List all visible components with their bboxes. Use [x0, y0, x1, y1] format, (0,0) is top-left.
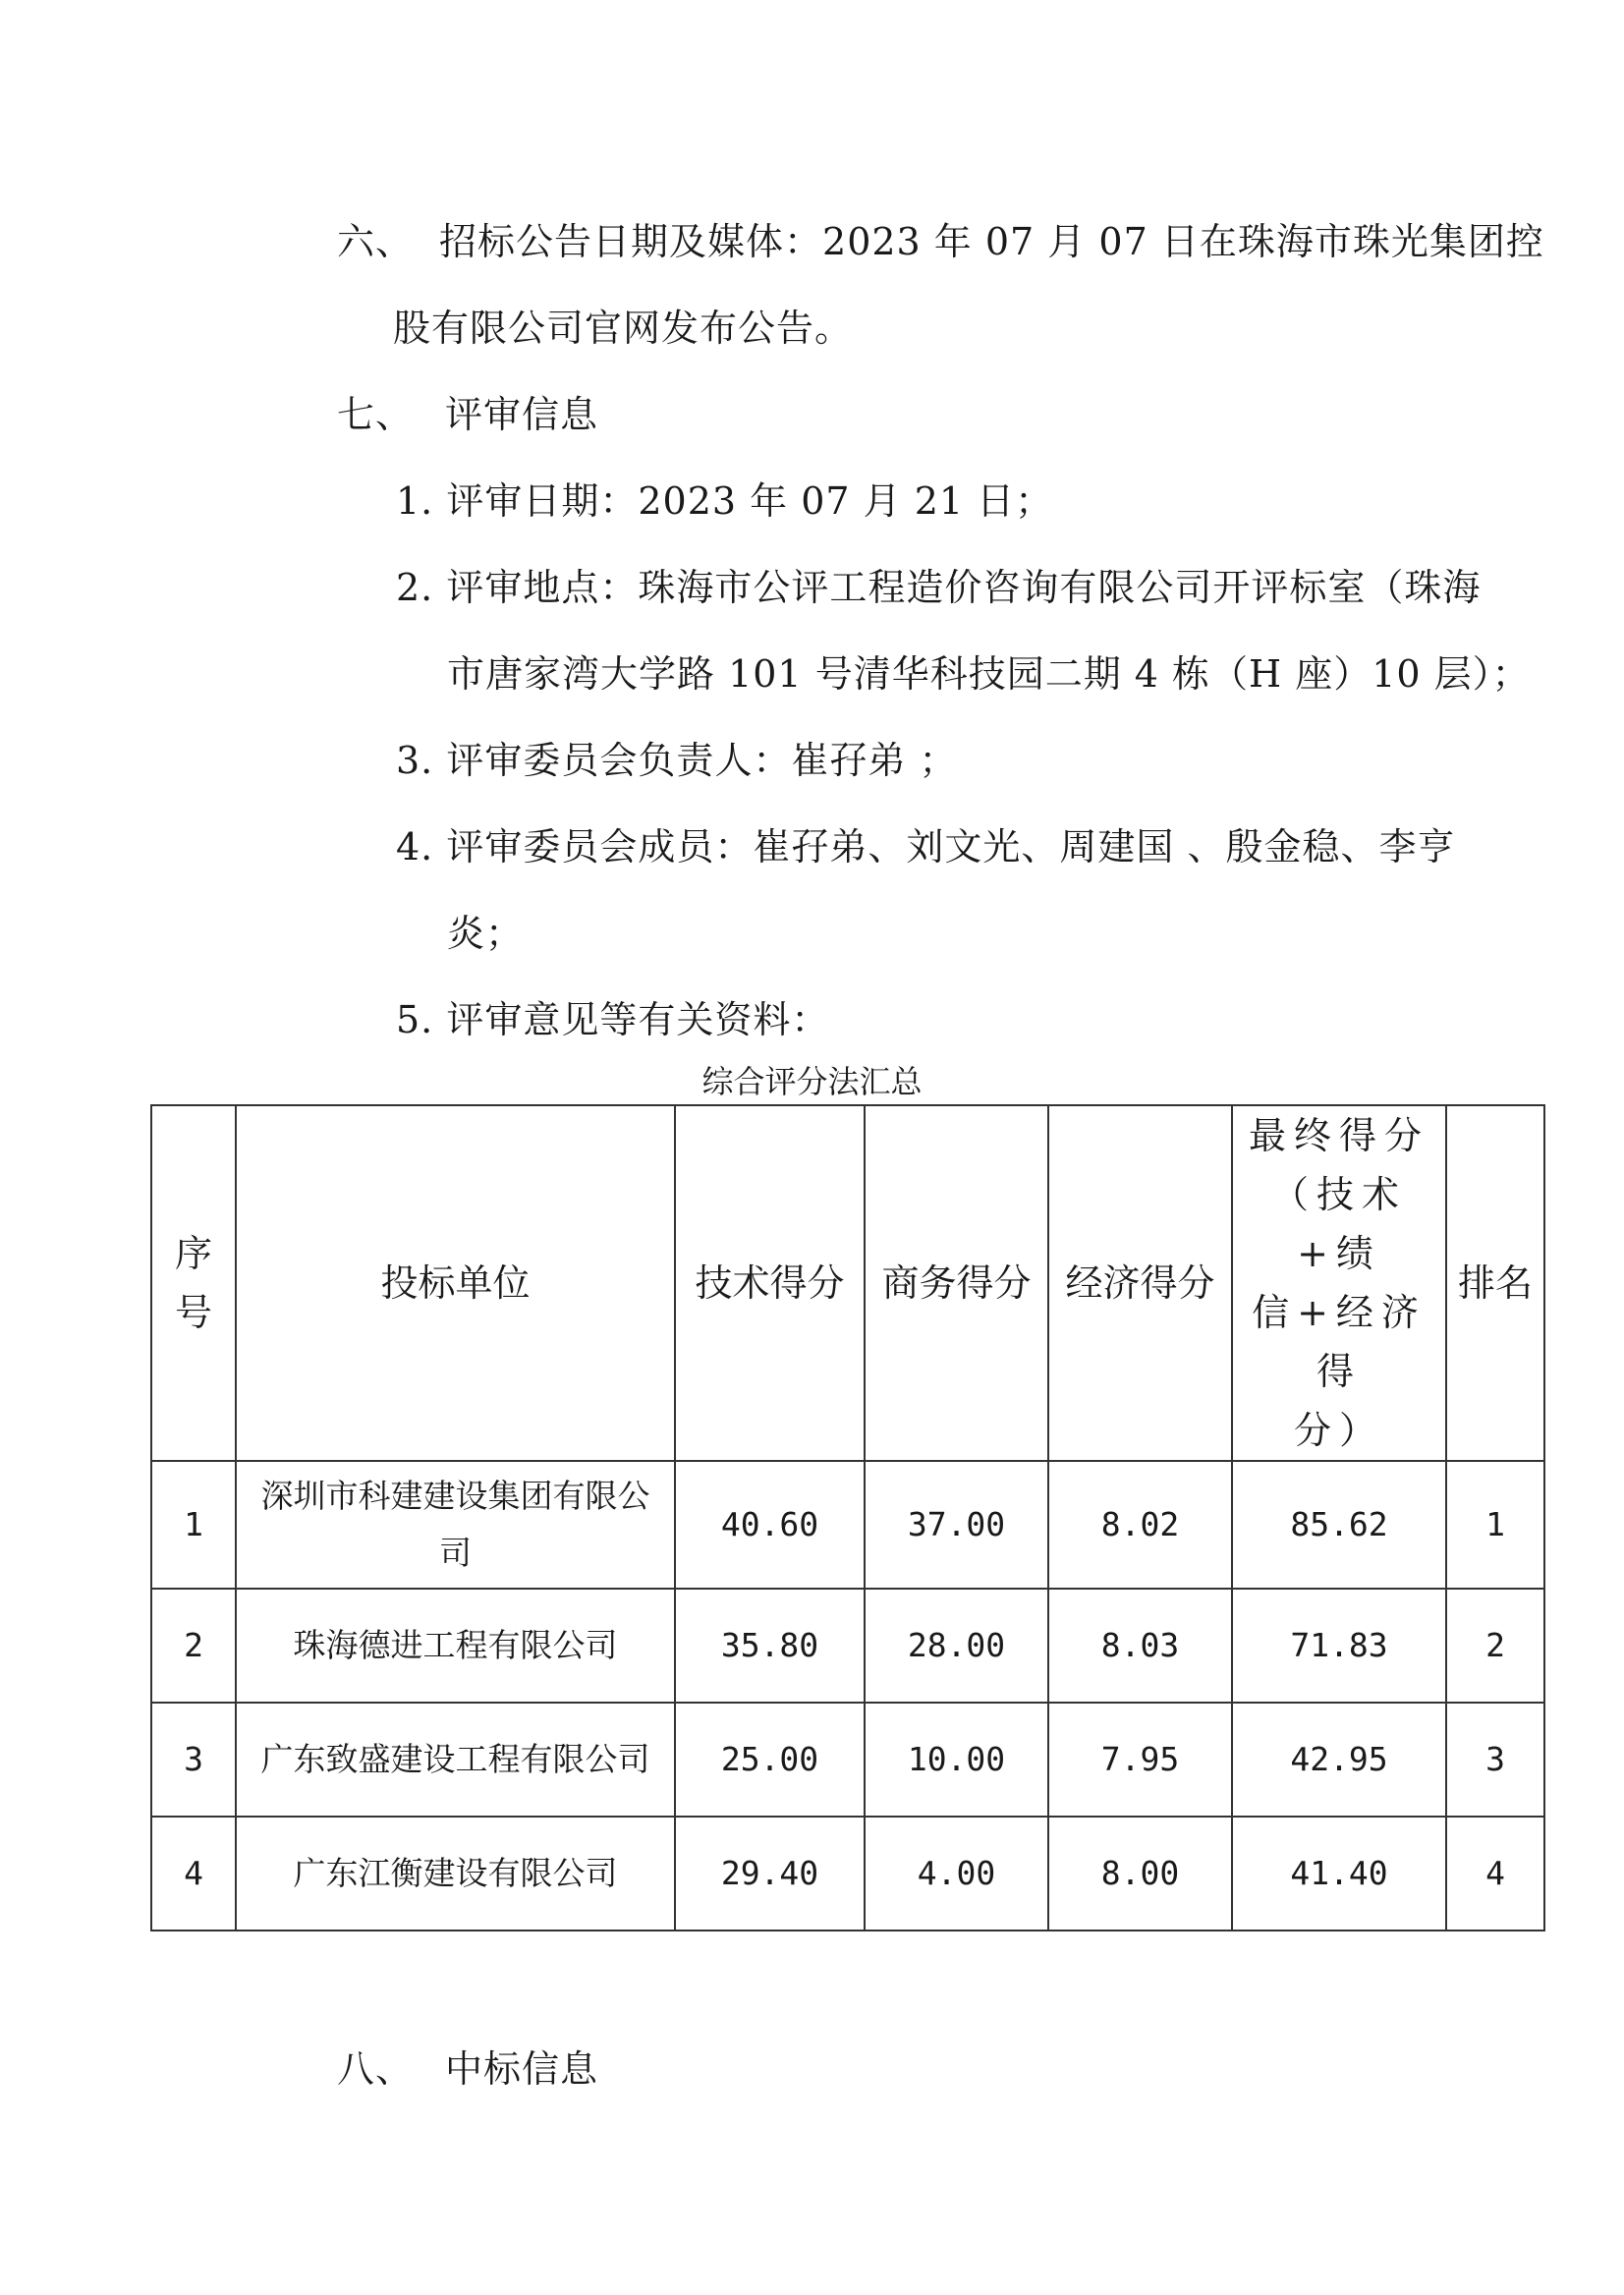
- review-item-4-text: 评审委员会成员：崔孖弟、刘文光、周建国 、殷金稳、李亨: [446, 825, 1456, 868]
- cell-tech-score: 29.40: [675, 1817, 865, 1931]
- cell-business-score: 37.00: [865, 1461, 1048, 1589]
- review-item-3-number: 3.: [396, 739, 434, 782]
- cell-company: 广东江衡建设有限公司: [236, 1817, 675, 1931]
- review-item-4: [396, 823, 1455, 870]
- cell-rank: 2: [1446, 1589, 1544, 1703]
- review-item-4-number: 4.: [396, 825, 434, 868]
- section-8-number: 八、: [337, 2047, 415, 2091]
- header-final-score: 最终得分 （技术+绩 信+经济得 分）: [1232, 1105, 1446, 1461]
- cell-economic-score: 7.95: [1048, 1703, 1232, 1817]
- section-7-number: 七、: [337, 393, 415, 436]
- cell-economic-score: 8.02: [1048, 1461, 1232, 1589]
- cell-business-score: 28.00: [865, 1589, 1048, 1703]
- table-row: [151, 1589, 1544, 1703]
- section-6-number: 六、: [337, 220, 415, 263]
- review-item-2-number: 2.: [396, 566, 434, 609]
- section-6-text-line1: 招标公告日期及媒体：2023 年 07 月 07 日在珠海市珠光集团控: [439, 220, 1544, 263]
- review-item-3-text: 评审委员会负责人：崔孖弟 ；: [446, 739, 958, 782]
- section-8-title: 中标信息: [445, 2047, 599, 2091]
- cell-seq: 2: [151, 1589, 236, 1703]
- cell-company: 珠海德进工程有限公司: [236, 1589, 675, 1703]
- section-8-heading: [337, 2045, 598, 2093]
- cell-rank: 4: [1446, 1817, 1544, 1931]
- table-row: [151, 1817, 1544, 1931]
- cell-business-score: 4.00: [865, 1817, 1048, 1931]
- review-item-2-cont: 市唐家湾大学路 101 号清华科技园二期 4 栋（H 座）10 层）；: [447, 652, 1531, 696]
- cell-company: 广东致盛建设工程有限公司: [236, 1703, 675, 1817]
- cell-final-score: 42.95: [1232, 1703, 1446, 1817]
- review-item-4-cont: 炎；: [447, 912, 525, 955]
- cell-economic-score: 8.03: [1048, 1589, 1232, 1703]
- section-6-text-line2: 股有限公司官网发布公告。: [393, 307, 854, 350]
- cell-rank: 3: [1446, 1703, 1544, 1817]
- review-item-1-text: 评审日期：2023 年 07 月 21 日；: [446, 479, 1054, 523]
- cell-final-score: 41.40: [1232, 1817, 1446, 1931]
- cell-final-score: 71.83: [1232, 1589, 1446, 1703]
- section-7-title: 评审信息: [445, 393, 599, 436]
- cell-tech-score: 25.00: [675, 1703, 865, 1817]
- cell-rank: 1: [1446, 1461, 1544, 1589]
- table-caption: 综合评分法汇总: [701, 1063, 923, 1100]
- table-row: [151, 1461, 1544, 1589]
- review-item-1: [396, 477, 1053, 525]
- cell-business-score: 10.00: [865, 1703, 1048, 1817]
- section-6-heading: [337, 218, 1544, 265]
- header-company: 投标单位: [236, 1105, 675, 1461]
- review-item-1-number: 1.: [396, 479, 434, 523]
- review-item-3: [396, 737, 957, 784]
- header-business-score: 商务得分: [865, 1105, 1048, 1461]
- score-summary-table: [150, 1104, 1545, 1931]
- section-7-heading: [337, 391, 598, 438]
- header-tech-score: 技术得分: [675, 1105, 865, 1461]
- table-header-row: [151, 1105, 1544, 1461]
- review-item-2-text: 评审地点：珠海市公评工程造价咨询有限公司开评标室（珠海: [446, 566, 1482, 609]
- header-economic-score: 经济得分: [1048, 1105, 1232, 1461]
- table-row: [151, 1703, 1544, 1817]
- header-seq: 序 号: [151, 1105, 236, 1461]
- review-item-5-number: 5.: [396, 998, 434, 1041]
- cell-tech-score: 40.60: [675, 1461, 865, 1589]
- review-item-2: [396, 564, 1481, 611]
- cell-seq: 1: [151, 1461, 236, 1589]
- cell-seq: 3: [151, 1703, 236, 1817]
- cell-seq: 4: [151, 1817, 236, 1931]
- cell-final-score: 85.62: [1232, 1461, 1446, 1589]
- header-rank: 排名: [1446, 1105, 1544, 1461]
- cell-company: 深圳市科建建设集团有限公 司: [236, 1461, 675, 1589]
- review-item-5: [396, 996, 829, 1043]
- review-item-5-text: 评审意见等有关资料：: [446, 998, 830, 1041]
- cell-economic-score: 8.00: [1048, 1817, 1232, 1931]
- cell-tech-score: 35.80: [675, 1589, 865, 1703]
